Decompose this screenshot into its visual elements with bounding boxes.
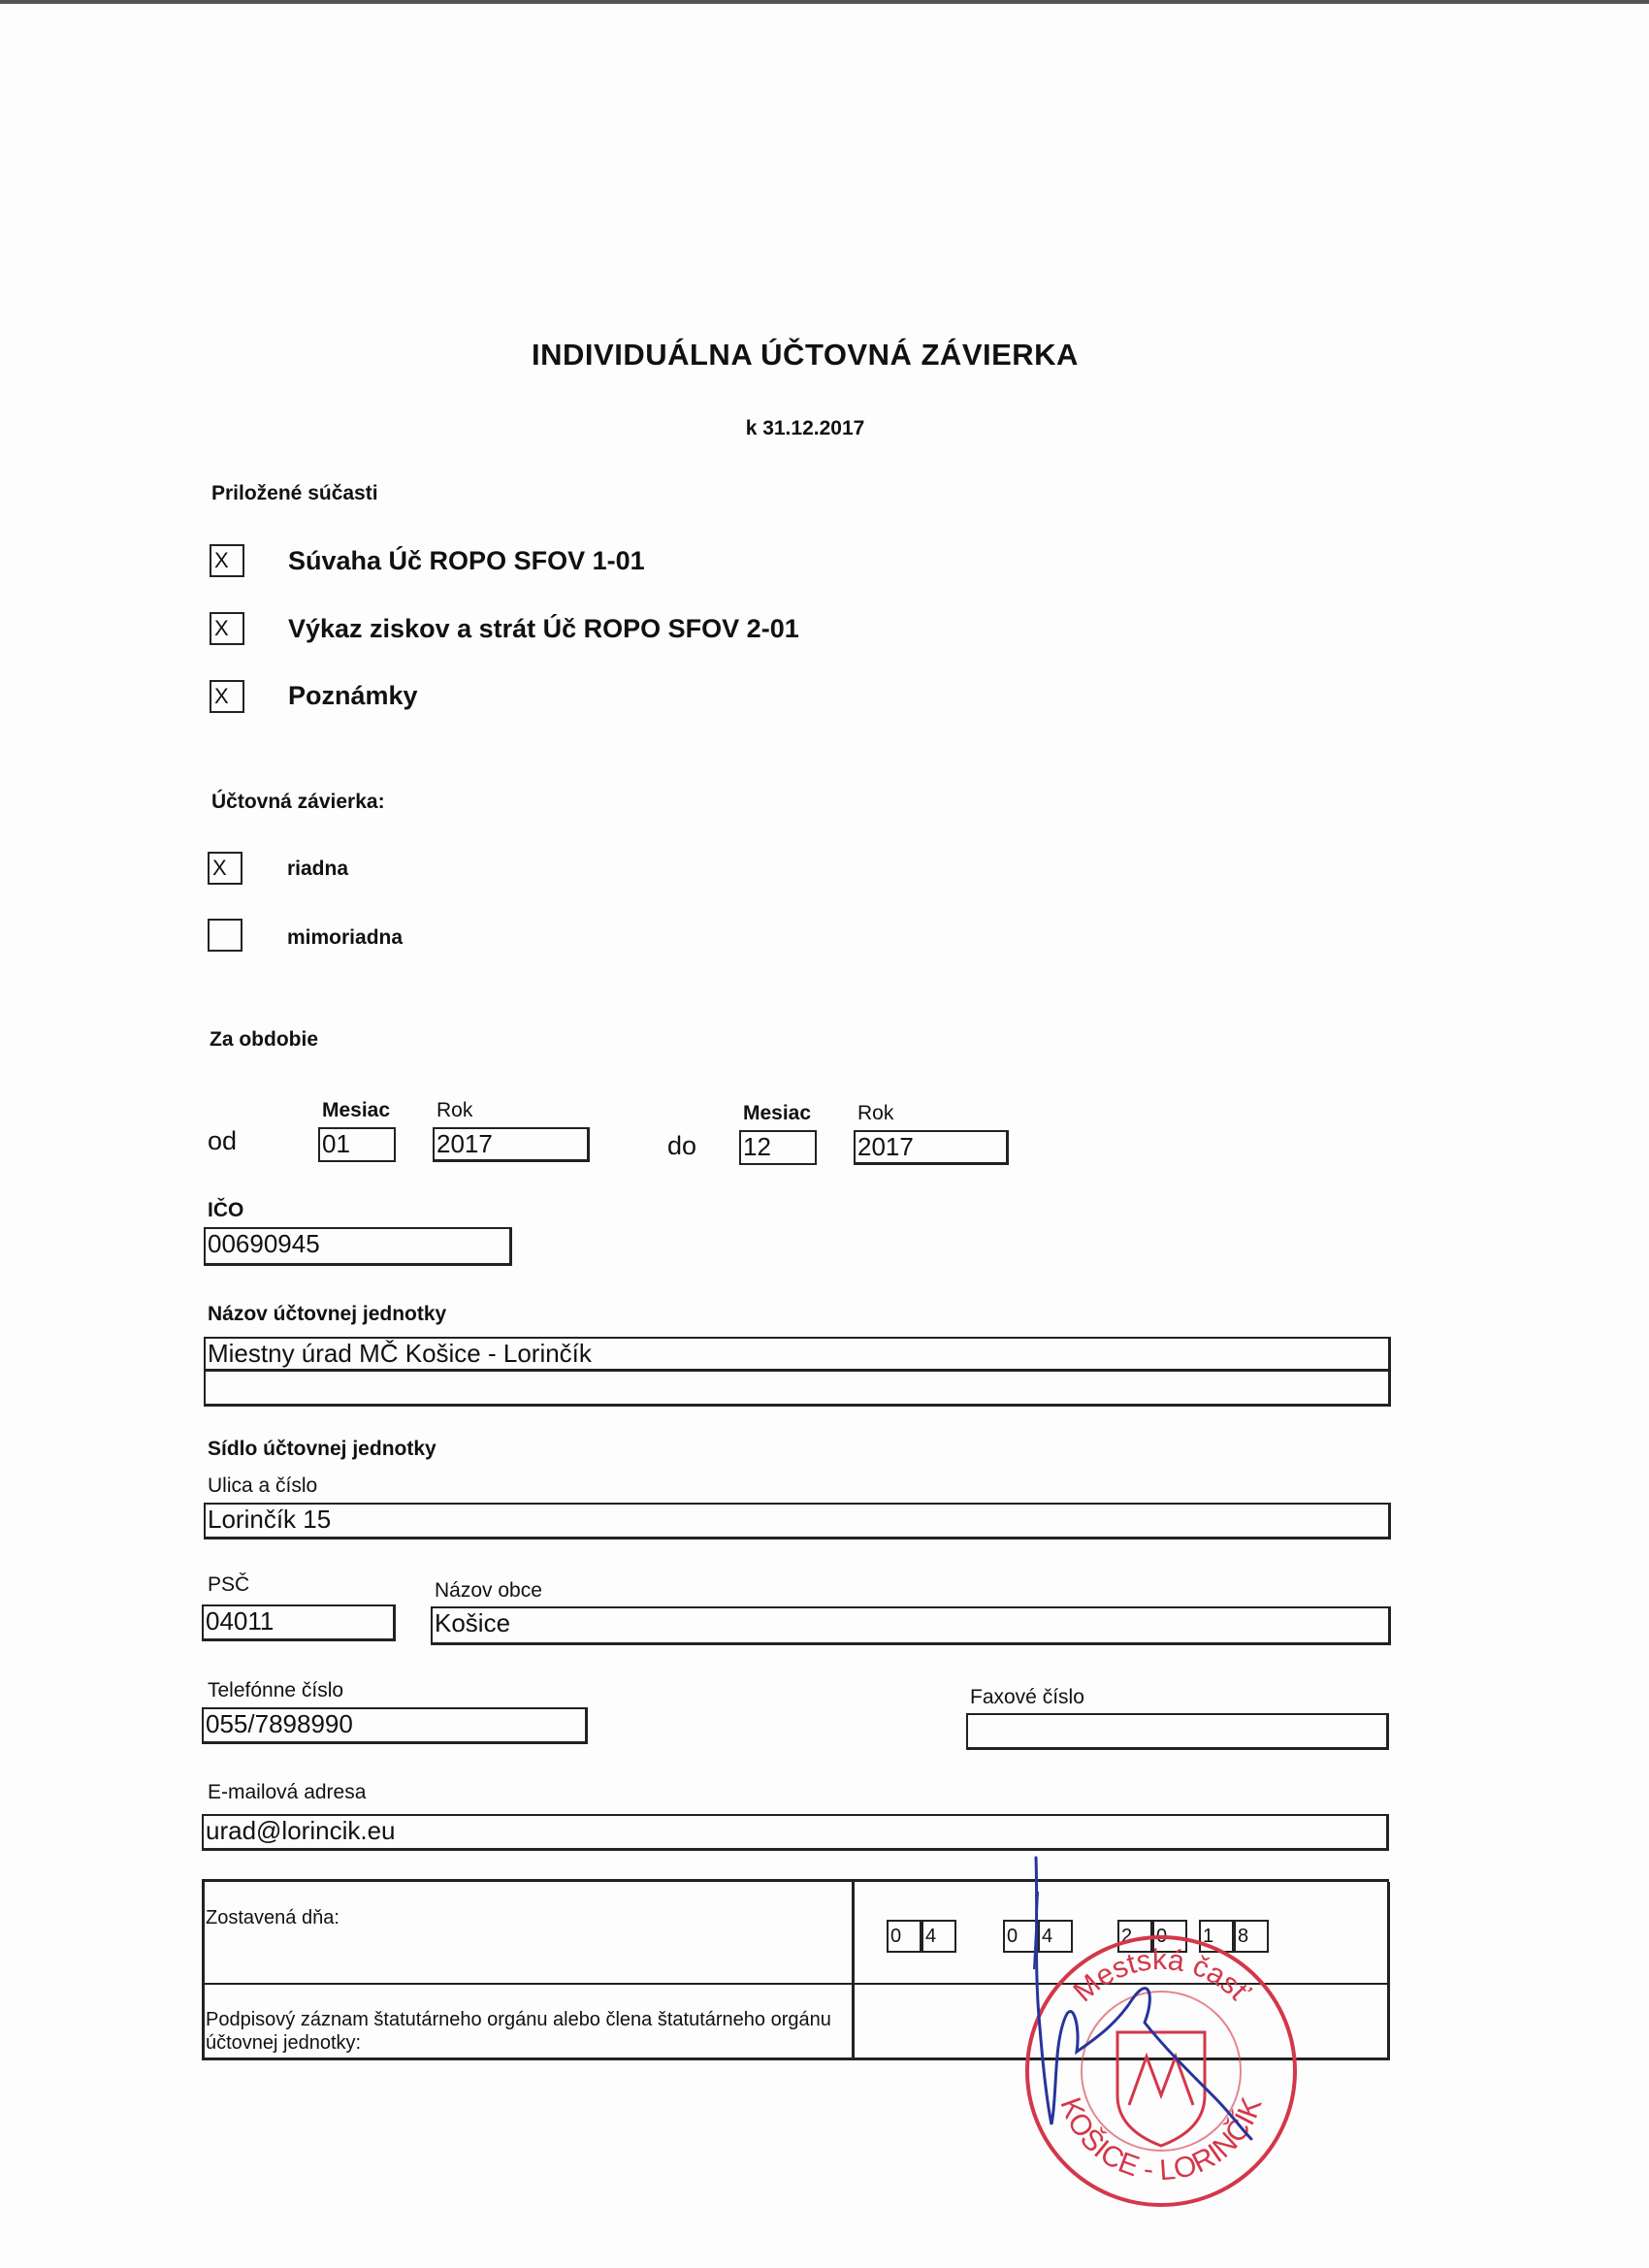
compiled-date-label: Zostavená dňa: (206, 1907, 340, 1928)
to-month-field[interactable]: 12 (739, 1130, 817, 1165)
checkbox-regular-label: riadna (287, 858, 349, 880)
entity-name-line1[interactable]: Miestny úrad MČ Košice - Lorinčík (204, 1337, 1391, 1372)
from-month-field[interactable]: 01 (318, 1127, 396, 1162)
compiled-year-digit-3[interactable]: 1 (1199, 1920, 1234, 1953)
email-label: E-mailová adresa (208, 1781, 367, 1803)
compiled-year-digit-2[interactable]: 0 (1152, 1920, 1187, 1953)
stamp-top-text: Mestská časť (1067, 1943, 1256, 2009)
address-heading: Sídlo účtovnej jednotky (208, 1438, 436, 1460)
from-month-label: Mesiac (322, 1099, 391, 1121)
document-title: INDIVIDUÁLNA ÚČTOVNÁ ZÁVIERKA (532, 338, 1079, 372)
table-right-border (1387, 1882, 1390, 2060)
table-middle-divider (852, 1882, 855, 2060)
statement-type-heading: Účtovná závierka: (211, 791, 385, 813)
to-label: do (667, 1131, 697, 1160)
phone-field[interactable]: 055/7898990 (202, 1707, 588, 1744)
checkbox-notes-label: Poznámky (288, 681, 418, 710)
stamp-bottom-text: KOŠICE - LORINČÍK (1053, 2093, 1269, 2187)
document-date: k 31.12.2017 (745, 417, 865, 439)
from-label: od (208, 1126, 238, 1155)
checkbox-extraordinary-label: mimoriadna (287, 926, 404, 949)
fax-label: Faxové číslo (970, 1686, 1084, 1708)
compiled-month-digit-1[interactable]: 0 (1003, 1920, 1038, 1953)
city-label: Názov obce (435, 1579, 542, 1602)
phone-label: Telefónne číslo (208, 1679, 344, 1701)
from-year-field[interactable]: 2017 (433, 1127, 590, 1162)
checkbox-extraordinary[interactable] (208, 919, 242, 952)
compiled-year-digit-1[interactable]: 2 (1117, 1920, 1152, 1953)
table-left-border (202, 1879, 205, 2060)
city-field[interactable]: Košice (431, 1606, 1391, 1645)
to-year-field[interactable]: 2017 (854, 1130, 1009, 1165)
compiled-day-digit-1[interactable]: 0 (887, 1920, 922, 1953)
to-year-label: Rok (857, 1102, 894, 1124)
checkbox-notes[interactable]: X (210, 680, 244, 713)
zip-field[interactable]: 04011 (202, 1604, 396, 1641)
checkbox-balance-sheet-label: Súvaha Úč ROPO SFOV 1-01 (288, 546, 645, 575)
handwritten-signature (1009, 1853, 1261, 2144)
email-field[interactable]: urad@lorincik.eu (202, 1814, 1389, 1851)
signature-label: Podpisový záznam štatutárneho orgánu alebo člena štatutárneho orgánu účtovnej jednotky: (206, 2009, 831, 2054)
ico-field[interactable]: 00690945 (204, 1227, 512, 1266)
checkbox-balance-sheet[interactable]: X (210, 544, 244, 577)
period-heading: Za obdobie (210, 1028, 318, 1051)
ico-label: IČO (208, 1199, 244, 1221)
street-label: Ulica a číslo (208, 1474, 318, 1497)
compiled-month-digit-2[interactable]: 4 (1038, 1920, 1073, 1953)
compiled-day-digit-2[interactable]: 4 (922, 1920, 956, 1953)
compiled-year-digit-4[interactable]: 8 (1234, 1920, 1269, 1953)
entity-name-label: Názov účtovnej jednotky (208, 1303, 447, 1325)
entity-name-line2[interactable] (204, 1370, 1391, 1407)
fax-field[interactable] (966, 1713, 1389, 1750)
zip-label: PSČ (208, 1573, 250, 1596)
checkbox-regular[interactable]: X (208, 852, 242, 885)
page-top-edge (0, 0, 1649, 4)
checkbox-profit-loss[interactable]: X (210, 612, 244, 645)
checkbox-profit-loss-label: Výkaz ziskov a strát Úč ROPO SFOV 2-01 (288, 614, 799, 643)
to-month-label: Mesiac (743, 1102, 812, 1124)
from-year-label: Rok (436, 1099, 473, 1121)
attachments-heading: Priložené súčasti (211, 482, 378, 504)
street-field[interactable]: Lorinčík 15 (204, 1503, 1391, 1539)
